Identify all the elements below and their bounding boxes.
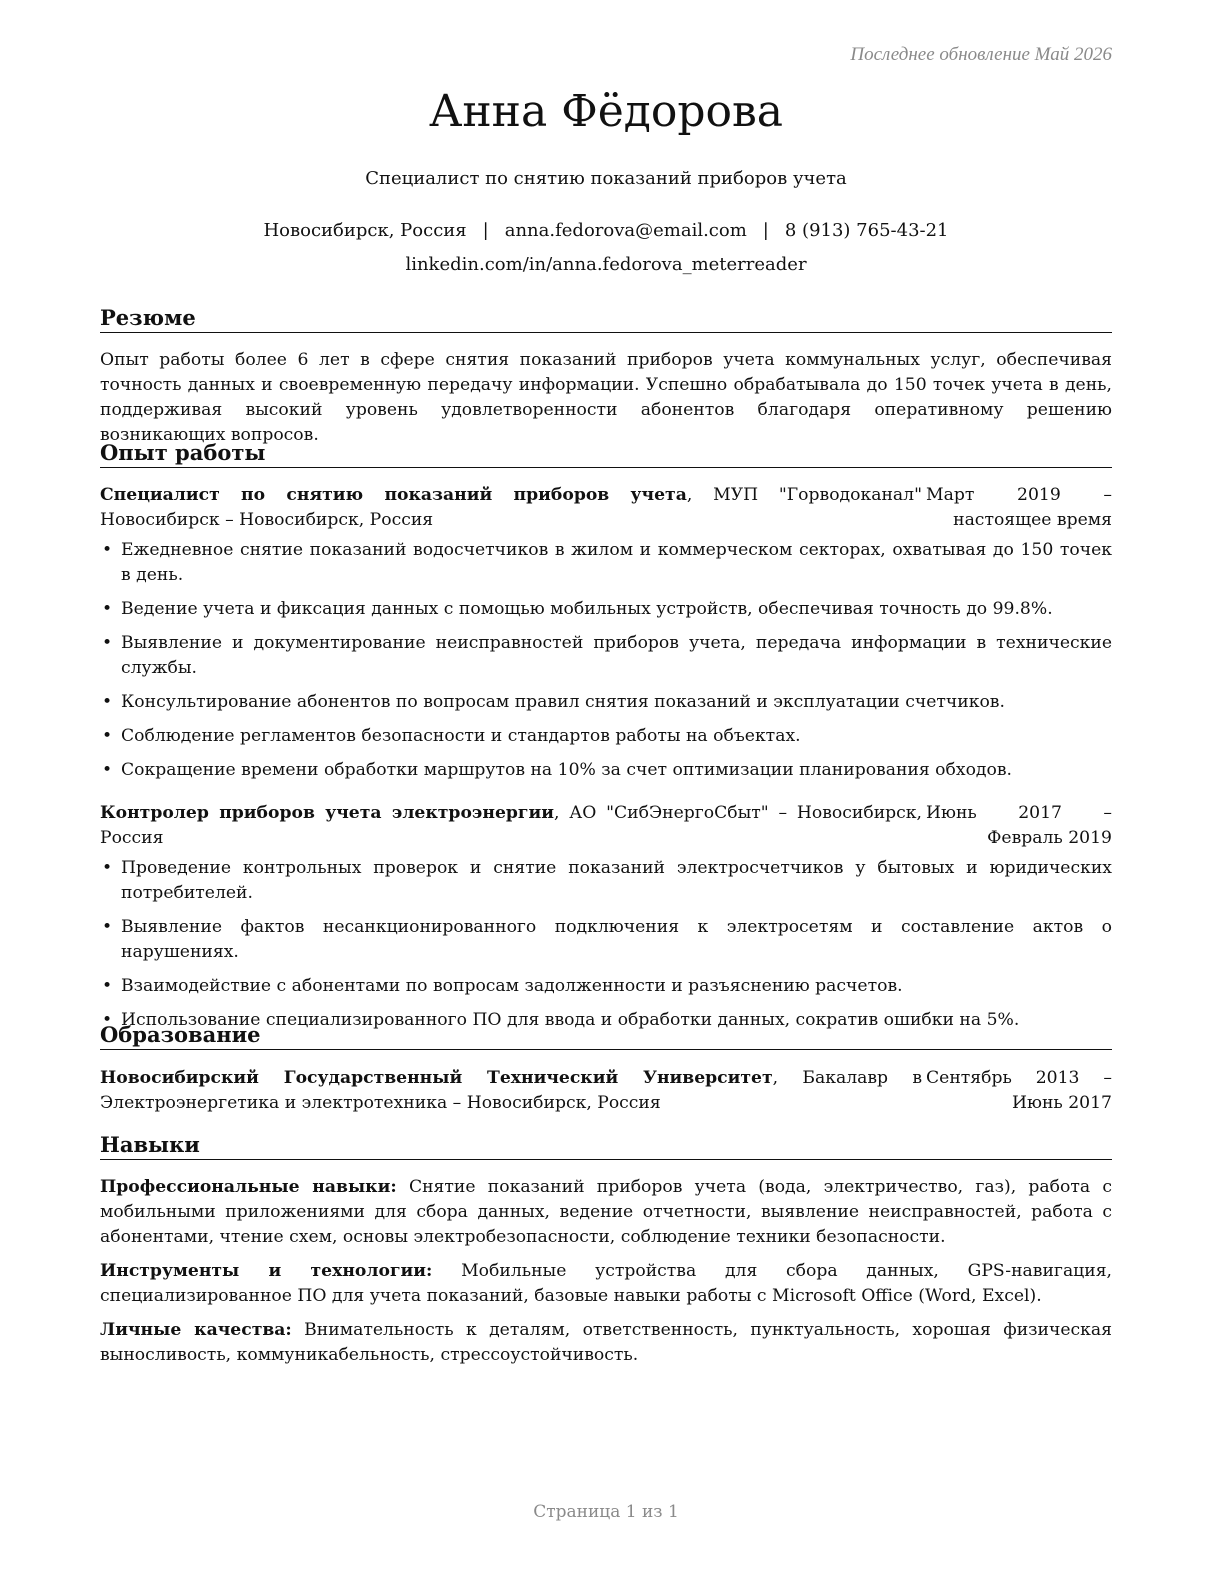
section-heading-skills: Навыки (100, 1132, 1112, 1160)
skill-text: Снятие показаний приборов учета (вода, электричество, газ), работа с мобильными приложениями для сбора данных, ведение отчетности, выявление неисправностей, работа с абонентами, чтение схем, основы электробезопасности, соблюдение техники безопасности. (100, 1177, 1112, 1247)
job-role: Специалист по снятию показаний приборов учета (100, 485, 687, 505)
list-item: • Выявление фактов несанкционированного подключения к электросетям и составление актов о нарушениях. (100, 915, 1112, 965)
list-item: • Взаимодействие с абонентами по вопросам задолженности и разъяснению расчетов. (100, 974, 1112, 999)
skill-personal (100, 1318, 1112, 1368)
skill-label: Инструменты и технологии: (100, 1261, 433, 1281)
email-link[interactable]: anna.fedorova@email.com (504, 220, 747, 241)
candidate-name: Анна Фёдорова (429, 86, 783, 137)
list-item: • Использование специализированного ПО для ввода и обработки данных, сократив ошибки на 5%. (100, 1008, 1112, 1033)
contact-separator: | (762, 220, 769, 241)
section-heading-experience: Опыт работы (100, 440, 1112, 468)
list-item: • Консультирование абонентов по вопросам правил снятия показаний и эксплуатации счетчиков. (100, 690, 1112, 715)
list-item: • Проведение контрольных проверок и снятие показаний электросчетчиков у бытовых и юридических потребителей. (100, 856, 1112, 906)
summary-text: Опыт работы более 6 лет в сфере снятия показаний приборов учета коммунальных услуг, обеспечивая точность данных и своевременную передачу информации. Успешно обрабатывала до 150 точек учета в день, поддерживая высокий уровень удовлетворенности абонентов благодаря оперативному решению возникающих вопросов. (100, 350, 1112, 445)
contact-separator: | (482, 220, 489, 241)
skill-tools (100, 1259, 1112, 1309)
resume-page (100, 0, 1112, 1584)
job-role: Контролер приборов учета электроэнергии (100, 803, 554, 823)
list-item: • Сокращение времени обработки маршрутов на 10% за счет оптимизации планирования обходов. (100, 758, 1112, 783)
job-organization: , АО "СибЭнергоСбыт" – Новосибирск, Россия (100, 803, 922, 848)
contact-line (100, 220, 1112, 241)
skill-text: Мобильные устройства для сбора данных, GPS-навигация, специализированное ПО для учета показаний, базовые навыки работы с Microsoft Office (Word, Excel). (100, 1261, 1113, 1306)
degree-details: , Бакалавр в Электроэнергетика и электротехника – Новосибирск, Россия (100, 1068, 922, 1113)
list-item: • Ежедневное снятие показаний водосчетчиков в жилом и коммерческом секторах, охватывая до 150 точек в день. (100, 538, 1112, 588)
list-item: • Выявление и документирование неисправностей приборов учета, передача информации в технические службы. (100, 631, 1112, 681)
job-organization: , МУП "Горводоканал" Новосибирск – Новосибирск, Россия (100, 485, 922, 530)
job-dates: Июнь 2017 – Февраль 2019 (926, 803, 1112, 848)
list-item: • Соблюдение регламентов безопасности и стандартов работы на объектах. (100, 724, 1112, 749)
skill-text: Внимательность к деталям, ответственность, пунктуальность, хорошая физическая выносливость, коммуникабельность, стрессоустойчивость. (100, 1320, 1112, 1365)
job-dates: Март 2019 – настоящее время (926, 485, 1112, 530)
job-title-line (100, 483, 922, 533)
job-title-line (100, 801, 922, 851)
last-updated: Последнее обновление Май 2026 (850, 44, 1112, 65)
location: Новосибирск, Россия (263, 220, 467, 241)
list-item: • Ведение учета и фиксация данных с помощью мобильных устройств, обеспечивая точность до 99.8%. (100, 597, 1112, 622)
section-heading-summary: Резюме (100, 305, 1112, 333)
section-heading-education: Образование (100, 1022, 1112, 1050)
education-line (100, 1066, 922, 1116)
job-bullets (100, 856, 1112, 1042)
education-dates: Сентябрь 2013 – Июнь 2017 (926, 1068, 1112, 1113)
skill-label: Профессиональные навыки: (100, 1177, 397, 1197)
page-number: Страница 1 из 1 (533, 1502, 679, 1522)
skill-professional (100, 1175, 1112, 1250)
job-bullets (100, 538, 1112, 792)
candidate-title: Специалист по снятию показаний приборов учета (365, 168, 847, 189)
phone-number: 8 (913) 765-43-21 (784, 220, 949, 241)
school-name: Новосибирский Государственный Технический Университет (100, 1068, 773, 1088)
linkedin-link[interactable]: linkedin.com/in/anna.fedorova_meterreader (405, 254, 807, 275)
skill-label: Личные качества: (100, 1320, 292, 1340)
